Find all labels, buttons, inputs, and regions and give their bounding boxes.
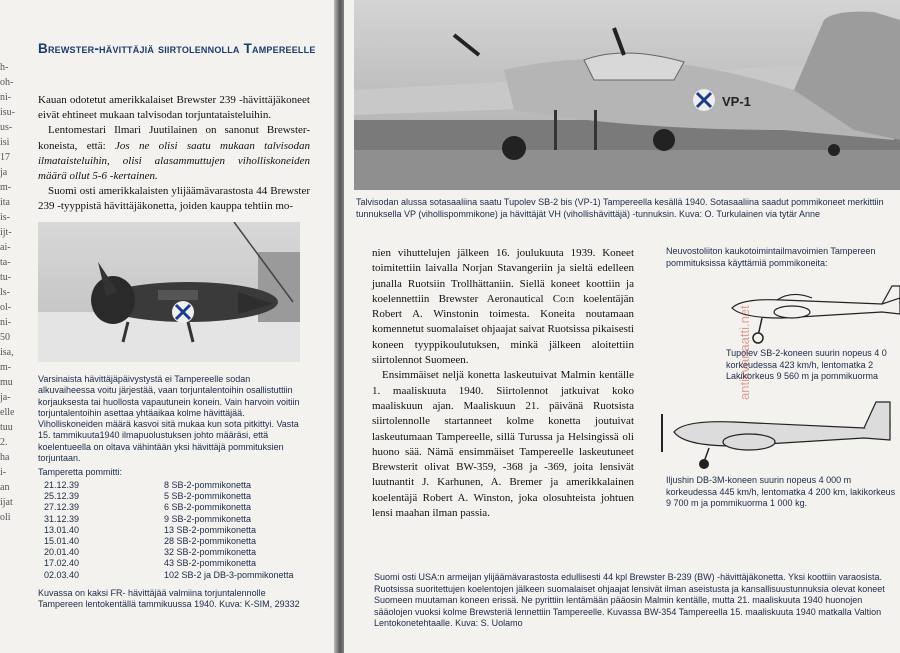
quote-intro: Lentomestari Ilmari Juutilainen on sanonut Brewster-koneista, että:	[38, 124, 310, 152]
bombing-row: 27.12.39 6 SB-2-pommikonetta	[44, 502, 252, 513]
paragraph-4: nien vihuttelujen jälkeen 16. joulukuuta 1939. Koneet toimitettiin laivalla Norjan Stavangeriin ja sieltä edelleen junalla Ruotsiin Trollhättaniin. Siellä koneet koottiin ja koelennettiin Brewster Aeronautical Co:n koelentäjän Robert A. Winstonin toimesta. Koneita noutamaan komennetut suomalaiset ohjaajat saivat Ruotsissa pikaisesti koneen tyyppikoulutuksen, minkä jälkeen aloitettiin siirtolennot Suomeen.	[372, 247, 634, 367]
bombing-row: 25.12.39 5 SB-2-pommikonetta	[44, 491, 252, 502]
db3m-specs-caption: Iljushin DB-3M-koneen suurin nopeus 4 000 m korkeudessa 445 km/h, lentomatka 4 200 km, lakikorkeus 9 700 m ja pommikuorma 1 000 kg.	[666, 475, 896, 508]
bombing-row: 31.12.39 9 SB-2-pommikonetta	[44, 513, 252, 524]
previous-page-fragment: ja	[0, 167, 8, 178]
bombing-row: 02.03.40 102 SB-2 ja DB-3-pommikonetta	[44, 569, 294, 580]
bombing-list-title: Tamperetta pommitti:	[38, 467, 123, 477]
previous-page-fragment: an	[0, 482, 10, 493]
bombing-row: 21.12.39 8 SB-2-pommikonetta	[44, 480, 252, 490]
previous-page-fragment: ol-	[0, 302, 12, 313]
right-body-text	[372, 246, 634, 521]
previous-page-fragment: m-	[0, 362, 12, 373]
previous-page-fragment: i-	[0, 467, 7, 478]
previous-page-fragment: ha	[0, 452, 10, 463]
paragraph-1: Kauan odotetut amerikkalaiset Brewster 239 -hävittäjäkoneet eivät ehtineet mukaan talvisodan torjuntataisteluihin.	[38, 94, 310, 122]
previous-page-fragment: ijat	[0, 497, 13, 508]
previous-page-fragment: ai-	[0, 242, 11, 253]
left-body-text	[38, 93, 310, 215]
page-title: Brewster-hävittäjiä siirtolennolla Tampereelle	[38, 41, 316, 56]
tupolev-sb2-photo	[354, 0, 900, 190]
previous-page-fragment: ja-	[0, 392, 11, 403]
bombing-row: 17.02.40 43 SB-2-pommikonetta	[44, 558, 257, 569]
previous-page-fragment: ni-	[0, 317, 12, 328]
previous-page-fragment: isi	[0, 137, 10, 148]
previous-page-fragment: mu	[0, 377, 13, 388]
previous-page-fragment: 17	[0, 152, 10, 163]
previous-page-fragment: 2.	[0, 437, 8, 448]
previous-page-fragment: m-	[0, 182, 12, 193]
bombing-list	[44, 480, 294, 581]
paragraph-5: Ensimmäiset neljä konetta laskeutuivat Malmin kentälle 1. maaliskuuta 1940. Siirtolennot jatkuivat koko maaliskuun ajan. Maaliskuun 21. päivänä Ruotsista siirtolennolle startanneet kolme konetta joutuivat laskeutumaan Tampereelle, sillä Turussa ja Helsingissä oli huono sää. Nämä ensimmäiset Tampereelle laskeutuneet Brewsterit olivat BW-359, -368 ja -369, joita lensivät luutnantit J. Karhunen, A. Bremer ja amerikkalainen koelentäjä Robert A. Winston, joka olosuhteista johtuen lensi maahan ilman passia.	[372, 369, 634, 520]
photo1-caption: Varsinaista hävittäjäpäivystystä ei Tampereelle sodan alkuvaiheessa voitu järjestää, vaan torjuntalentoihin osallistuttiin korjauksesta tai huollosta vapautunein konein. Vain harvoin voitiin torjuntalentoihin asettaa yhtäaikaa kolme hävittäjää. Viholliskoneiden määrä kasvoi sitä mukaa kun sota pitkittyi. Vasta 15. tammikuuta1940 ilmapuolustuksen johto määräsi, että koelentueella on oltava vähintään yksi hävittäjä pommituksien torjuntaan.	[38, 374, 300, 464]
vp1-marking: VP-1	[722, 94, 751, 109]
bombing-row: 15.01.40 28 SB-2-pommikonetta	[44, 536, 257, 547]
sb2-specs-caption: Tupolev SB-2-koneen suurin nopeus 4 0 korkeudessa 423 km/h, lentomatka 2 Lakikorkeus 9 560 m ja pommikuorma	[726, 348, 887, 381]
ilyushin-db3m-drawing	[654, 392, 894, 472]
previous-page-fragment: ta-	[0, 257, 11, 268]
brewster-fighter-photo	[38, 222, 300, 362]
previous-page-text-strip	[0, 60, 18, 525]
watermark	[737, 20, 753, 420]
right-bottom-caption: Suomi osti USA:n armeijan ylijäämävarastosta edullisesti 44 kpl Brewster B-239 (BW) -hävittäjäkonetta. Yksi koottiin varaosista. Ruotsissa suoritettujen koelentojen jälkeen suomalaiset ohjaajat lensivät ilman aseistusta ja kansallisuustunnuksia olevat koneet Suomeen muutaman koneen erissä. Ne pyrittiin lentämään pääosin Malmin kentälle, mutta 21. maaliskuuta 1940 huonojen sääolojen vuoksi kolme Brewsteriä lennettiin Tampereelle. Kuvassa BW-354 Tampereella 15. maaliskuuta 1940 matkalla Valtion Lentokonetehtaalle. Kuva: S. Uolamo	[374, 572, 885, 628]
previous-page-fragment: isa,	[0, 347, 14, 358]
previous-page-fragment: oh-	[0, 77, 14, 88]
previous-page-fragment: is-	[0, 212, 10, 223]
previous-page-fragment: oli	[0, 512, 11, 523]
paragraph-3: Suomi osti amerikkalaisten ylijäämävarastosta 44 Brewster 239 -tyyppistä hävittäjäkonetta, joiden kauppa tehtiin mo-	[38, 185, 310, 213]
paragraph-2	[38, 123, 310, 184]
photo2-caption: Talvisodan alussa sotasaaliina saatu Tupolev SB-2 bis (VP-1) Tampereella kesällä 1940. Sotasaaliina saadut pommikoneet merkittiin tunnuksella VP (vihollispommikone) ja hävittäjät VH (vihollishävittäjä) -tunnuksin. Kuva: O. Turkulainen via tytär Anne	[356, 197, 884, 219]
previous-page-fragment: tu-	[0, 272, 12, 283]
juutilainen-quote: Jos ne olisi saatu mukaan talvisodan ilmataisteluihin, olisi alasammuttujen viholliskoneiden määrä ollut 5-6 -kertainen.	[38, 139, 310, 183]
previous-page-fragment: ls-	[0, 287, 10, 298]
previous-page-fragment: ni-	[0, 92, 12, 103]
left-bottom-caption: Kuvassa on kaksi FR- hävittäjää valmiina torjuntalennolle Tampereen lentokentällä tammikuussa 1940. Kuva: K-SIM, 29332	[38, 588, 300, 610]
left-page	[0, 0, 336, 653]
previous-page-fragment: 50	[0, 332, 10, 343]
previous-page-fragment: h-	[0, 62, 9, 73]
previous-page-fragment: us-	[0, 122, 13, 133]
svg-text:antikvariaatti.net: antikvariaatti.net	[737, 305, 752, 400]
previous-page-fragment: elle	[0, 407, 15, 418]
previous-page-fragment: ijt-	[0, 227, 12, 238]
previous-page-fragment: isu-	[0, 107, 15, 118]
diagram-title: Neuvostoliiton kaukotoimintailmavoimien Tampereen pommituksissa käyttämiä pommikoneita:	[666, 246, 876, 268]
right-page	[344, 0, 900, 653]
bombing-row: 20.01.40 32 SB-2-pommikonetta	[44, 547, 257, 558]
bombing-row: 13.01.40 13 SB-2-pommikonetta	[44, 524, 257, 535]
previous-page-fragment: ita	[0, 197, 10, 208]
previous-page-fragment: tuu	[0, 422, 13, 433]
